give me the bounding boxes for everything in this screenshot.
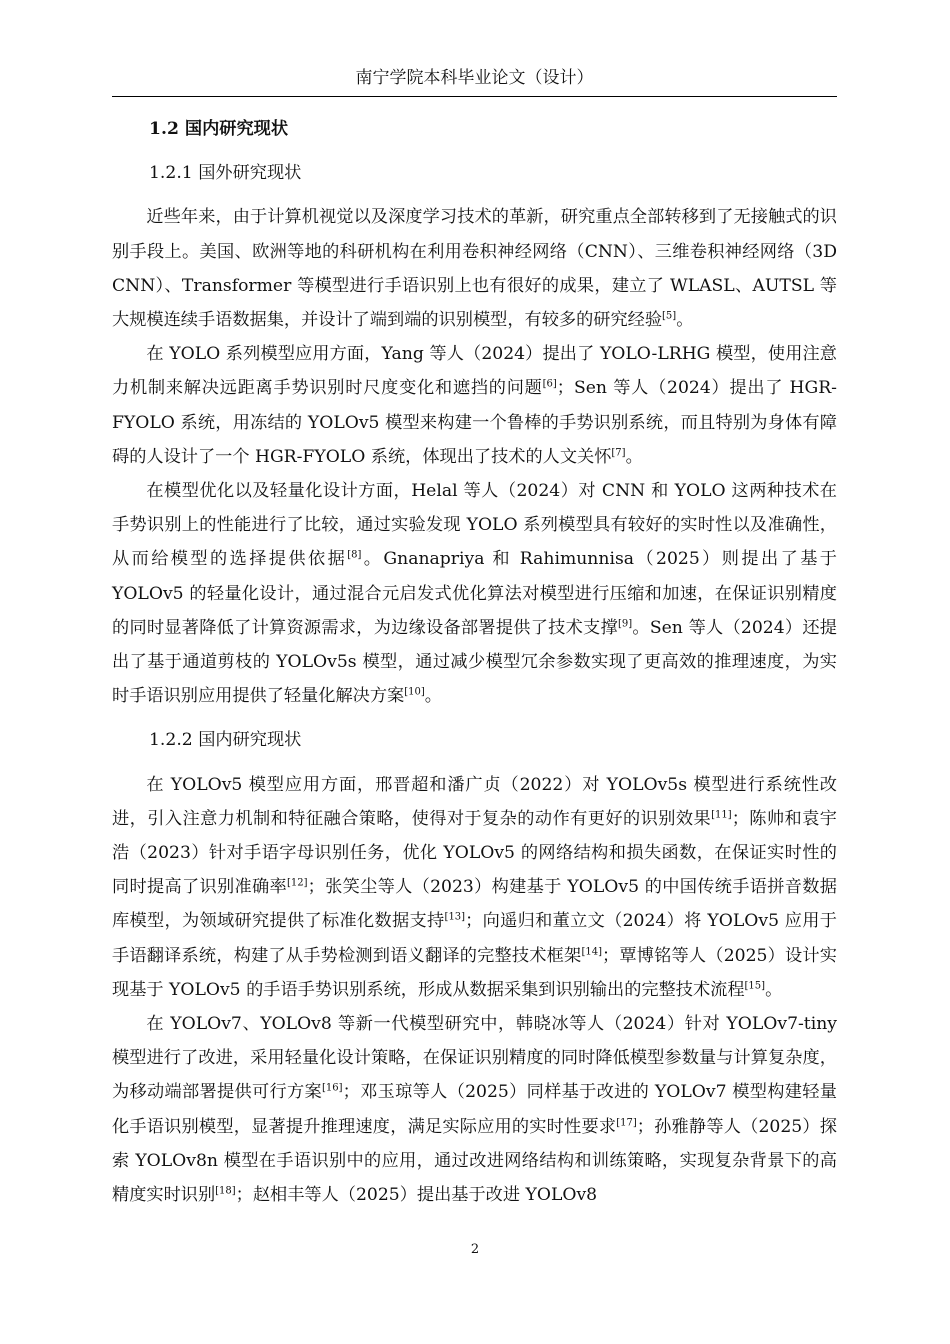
citation: [12]	[287, 877, 308, 889]
citation: [11]	[711, 809, 732, 821]
section-heading: 1.2 国内研究现状	[149, 119, 289, 139]
subsection-heading-domestic: 1.2.2 国内研究现状	[149, 730, 302, 751]
citation: [13]	[444, 911, 466, 923]
citation: [15]	[744, 980, 766, 992]
citation: [7]	[611, 447, 626, 459]
page-number: 2	[470, 1242, 480, 1257]
page-footer	[0, 1242, 950, 1257]
subsection-heading-foreign: 1.2.1 国外研究现状	[149, 163, 302, 184]
paragraph-foreign-intro: 近些年来，由于计算机视觉以及深度学习技术的革新，研究重点全部转移到了无接触式的识别手段上。美国、欧洲等地的科研机构在利用卷积神经网络（CNN）、三维卷积神经网络（3D CNN）、Transformer 等模型进行手语识别上也有很好的成果，建立了 WLASL、AUTSL 等大规模连续手语数据集，并设计了端到端的识别模型，有较多的研究经验[5]。	[112, 207, 837, 330]
page-body	[112, 112, 837, 1212]
citation: [16]	[322, 1082, 343, 1094]
header-title: 南宁学院本科毕业论文（设计）	[355, 68, 594, 88]
paragraph-foreign-optimization: 在模型优化以及轻量化设计方面，Helal 等人（2024）对 CNN 和 YOLO 这两种技术在手势识别上的性能进行了比较，通过实验发现 YOLO 系列模型具有较好的实时性以及准确性，从而给模型的选择提供依据[8]。Gnanapriya 和 Rahimunnisa（2025）则提出了基于 YOLOv5 的轻量化设计，通过混合元启发式优化算法对模型进行压缩和加速，在保证识别精度的同时显著降低了计算资源需求，为边缘设备部署提供了技术支撑[9]。Sen 等人（2024）还提出了基于通道剪枝的 YOLOv5s 模型，通过减少模型冗余参数实现了更高效的推理速度，为实时手语识别应用提供了轻量化解决方案[10]。	[112, 481, 837, 707]
citation: [14]	[581, 945, 602, 957]
citation: [9]	[617, 618, 633, 630]
paragraph-domestic-yolov5: 在 YOLOv5 模型应用方面，邢晋超和潘广贞（2022）对 YOLOv5s 模型进行系统性改进，引入注意力机制和特征融合策略，使得对于复杂的动作有更好的识别效果[11]；陈帅和袁宇浩（2023）针对手语字母识别任务，优化 YOLOv5 的网络结构和损失函数，在保证实时性的同时提高了识别准确率[12]；张笑尘等人（2023）构建基于 YOLOv5 的中国传统手语拼音数据库模型，为领域研究提供了标准化数据支持[13]；向遥归和董立文（2024）将 YOLOv5 应用于手语翻译系统，构建了从手势检测到语义翻译的完整技术框架[14]；覃博铭等人（2025）设计实现基于 YOLOv5 的手语手势识别系统，形成从数据采集到识别输出的完整技术流程[15]。	[112, 774, 837, 1000]
paragraph-foreign-yolo: 在 YOLO 系列模型应用方面，Yang 等人（2024）提出了 YOLO-LRHG 模型，使用注意力机制来解决远距离手势识别时尺度变化和遮挡的问题[6]；Sen 等人（2024）提出了 HGR-FYOLO 系统，用冻结的 YOLOv5 模型来构建一个鲁棒的手势识别系统，而且特别为身体有障碍的人设计了一个 HGR-FYOLO 系统，体现出了技术的人文关怀[7]。	[112, 344, 837, 467]
citation: [6]	[542, 378, 557, 390]
page-header	[112, 60, 837, 97]
citation: [17]	[616, 1116, 637, 1128]
citation: [8]	[347, 549, 362, 561]
citation: [5]	[662, 310, 677, 322]
citation: [10]	[404, 686, 425, 698]
paragraph-domestic-yolov7-v8: 在 YOLOv7、YOLOv8 等新一代模型研究中，韩晓冰等人（2024）针对 YOLOv7-tiny 模型进行了改进，采用轻量化设计策略，在保证识别精度的同时降低模型参数量与计算复杂度，为移动端部署提供可行方案[16]；邓玉琼等人（2025）同样基于改进的 YOLOv7 模型构建轻量化手语识别模型，显著提升推理速度，满足实际应用的实时性要求[17]；孙雅静等人（2025）探索 YOLOv8n 模型在手语识别中的应用，通过改进网络结构和训练策略，实现复杂背景下的高精度实时识别[18]；赵相丰等人（2025）提出基于改进 YOLOv8	[112, 1014, 837, 1206]
citation: [18]	[215, 1185, 236, 1197]
